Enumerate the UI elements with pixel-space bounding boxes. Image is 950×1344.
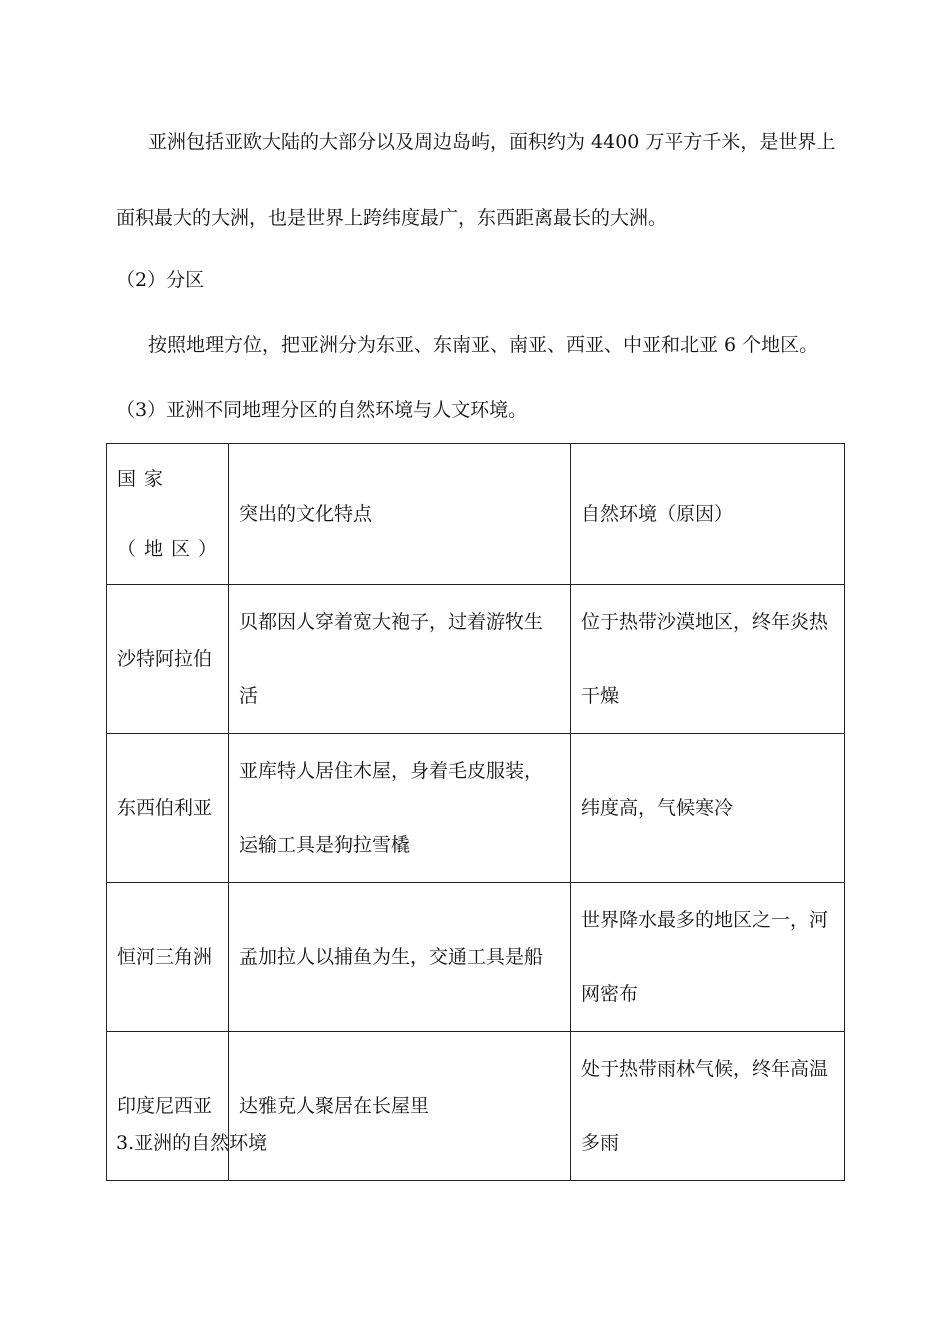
section3-next-heading: 3.亚洲的自然环境 [116, 1132, 268, 1154]
cell-region: 东西伯利亚 [107, 734, 229, 883]
header-culture: 突出的文化特点 [229, 444, 571, 585]
cell-culture: 亚库特人居住木屋，身着毛皮服装，运输工具是狗拉雪橇 [229, 734, 571, 883]
cell-region: 恒河三角洲 [107, 883, 229, 1032]
cell-environment: 纬度高，气候寒冷 [571, 734, 845, 883]
table-header-row [107, 444, 845, 585]
cell-culture: 达雅克人聚居在长屋里 [229, 1032, 571, 1181]
cell-environment: 位于热带沙漠地区，终年炎热干燥 [571, 585, 845, 734]
table-row [107, 585, 845, 734]
cell-region: 印度尼西亚 [107, 1032, 229, 1181]
intro-paragraph-line2: 面积最大的大洲，也是世界上跨纬度最广，东西距离最长的大洲。 [116, 207, 668, 229]
regions-table [106, 443, 845, 1181]
cell-culture: 贝都因人穿着宽大袍子，过着游牧生活 [229, 585, 571, 734]
table-row [107, 734, 845, 883]
intro-paragraph-line1: 亚洲包括亚欧大陆的大部分以及周边岛屿，面积约为 4400 万平方千米，是世界上 [148, 131, 836, 153]
header-environment: 自然环境（原因） [571, 444, 845, 585]
section2-heading: （2）分区 [116, 269, 205, 291]
table-row [107, 883, 845, 1032]
section2-body: 按照地理方位，把亚洲分为东亚、东南亚、南亚、西亚、中亚和北亚 6 个地区。 [148, 334, 819, 356]
cell-environment: 处于热带雨林气候，终年高温多雨 [571, 1032, 845, 1181]
header-country: 国家（地区） [107, 444, 229, 585]
cell-culture: 孟加拉人以捕鱼为生，交通工具是船 [229, 883, 571, 1032]
table-row [107, 1032, 845, 1181]
cell-region: 沙特阿拉伯 [107, 585, 229, 734]
cell-environment: 世界降水最多的地区之一，河网密布 [571, 883, 845, 1032]
section3-heading: （3）亚洲不同地理分区的自然环境与人文环境。 [116, 399, 528, 421]
